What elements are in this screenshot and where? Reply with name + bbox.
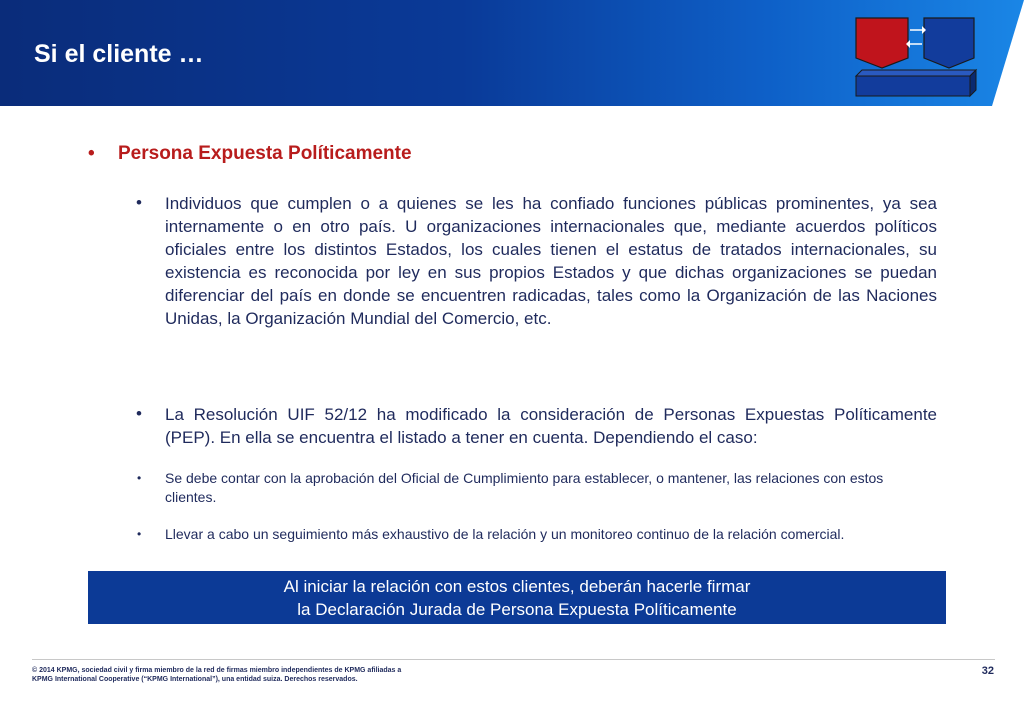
slide-title: Si el cliente … <box>34 40 204 68</box>
footer-divider <box>32 659 995 660</box>
copyright-line-2: KPMG International Cooperative (“KPMG International”), una entidad suiza. Derechos reservados. <box>32 676 358 683</box>
callout-banner <box>88 571 946 624</box>
pep-definition-paragraph: Individuos que cumplen o a quienes se les ha confiado funciones públicas prominentes, ya sea internamente o en otro país. U organizaciones internacionales que, mediante acuerdos políticos oficiales entre los distintos Estados, los cuales tienen el estatus de tratados internacionales, su existencia es reconocida por ley en sus propios Estados y que dichas organizaciones se puedan diferenciar del país en donde se encuentren radicadas, tales como la Organización de las Naciones Unidas, la Organización Mundial del Comercio, etc. <box>165 194 937 328</box>
bullet-marker: • <box>88 143 95 164</box>
page-number: 32 <box>981 665 994 677</box>
bullet-marker: • <box>137 471 142 485</box>
copyright-notice <box>32 666 552 684</box>
sub-bullet-monitoring: Llevar a cabo un seguimiento más exhaustivo de la relación y un monitoreo continuo de la relación comercial. <box>165 526 845 542</box>
heading-text: Persona Expuesta Políticamente <box>118 143 412 164</box>
banner-line-2: la Declaración Jurada de Persona Expuesta Políticamente <box>297 600 737 619</box>
sub-bullet-approval: Se debe contar con la aprobación del Oficial de Cumplimiento para establecer, o mantener, las relaciones con estos clientes. <box>165 470 884 505</box>
copyright-line-1: © 2014 KPMG, sociedad civil y firma miembro de la red de firmas miembro independientes de KPMG afiliadas a <box>32 667 402 674</box>
bullet-marker: • <box>137 527 142 541</box>
bullet-marker: • <box>136 404 142 423</box>
banner-line-1: Al iniciar la relación con estos clientes, deberán hacerle firmar <box>283 577 751 596</box>
bullet-marker: • <box>136 193 142 212</box>
resolution-paragraph: La Resolución UIF 52/12 ha modificado la consideración de Personas Expuestas Políticamente (PEP). En ella se encuentra el listado a tener en cuenta. Dependiendo el caso: <box>165 405 937 447</box>
